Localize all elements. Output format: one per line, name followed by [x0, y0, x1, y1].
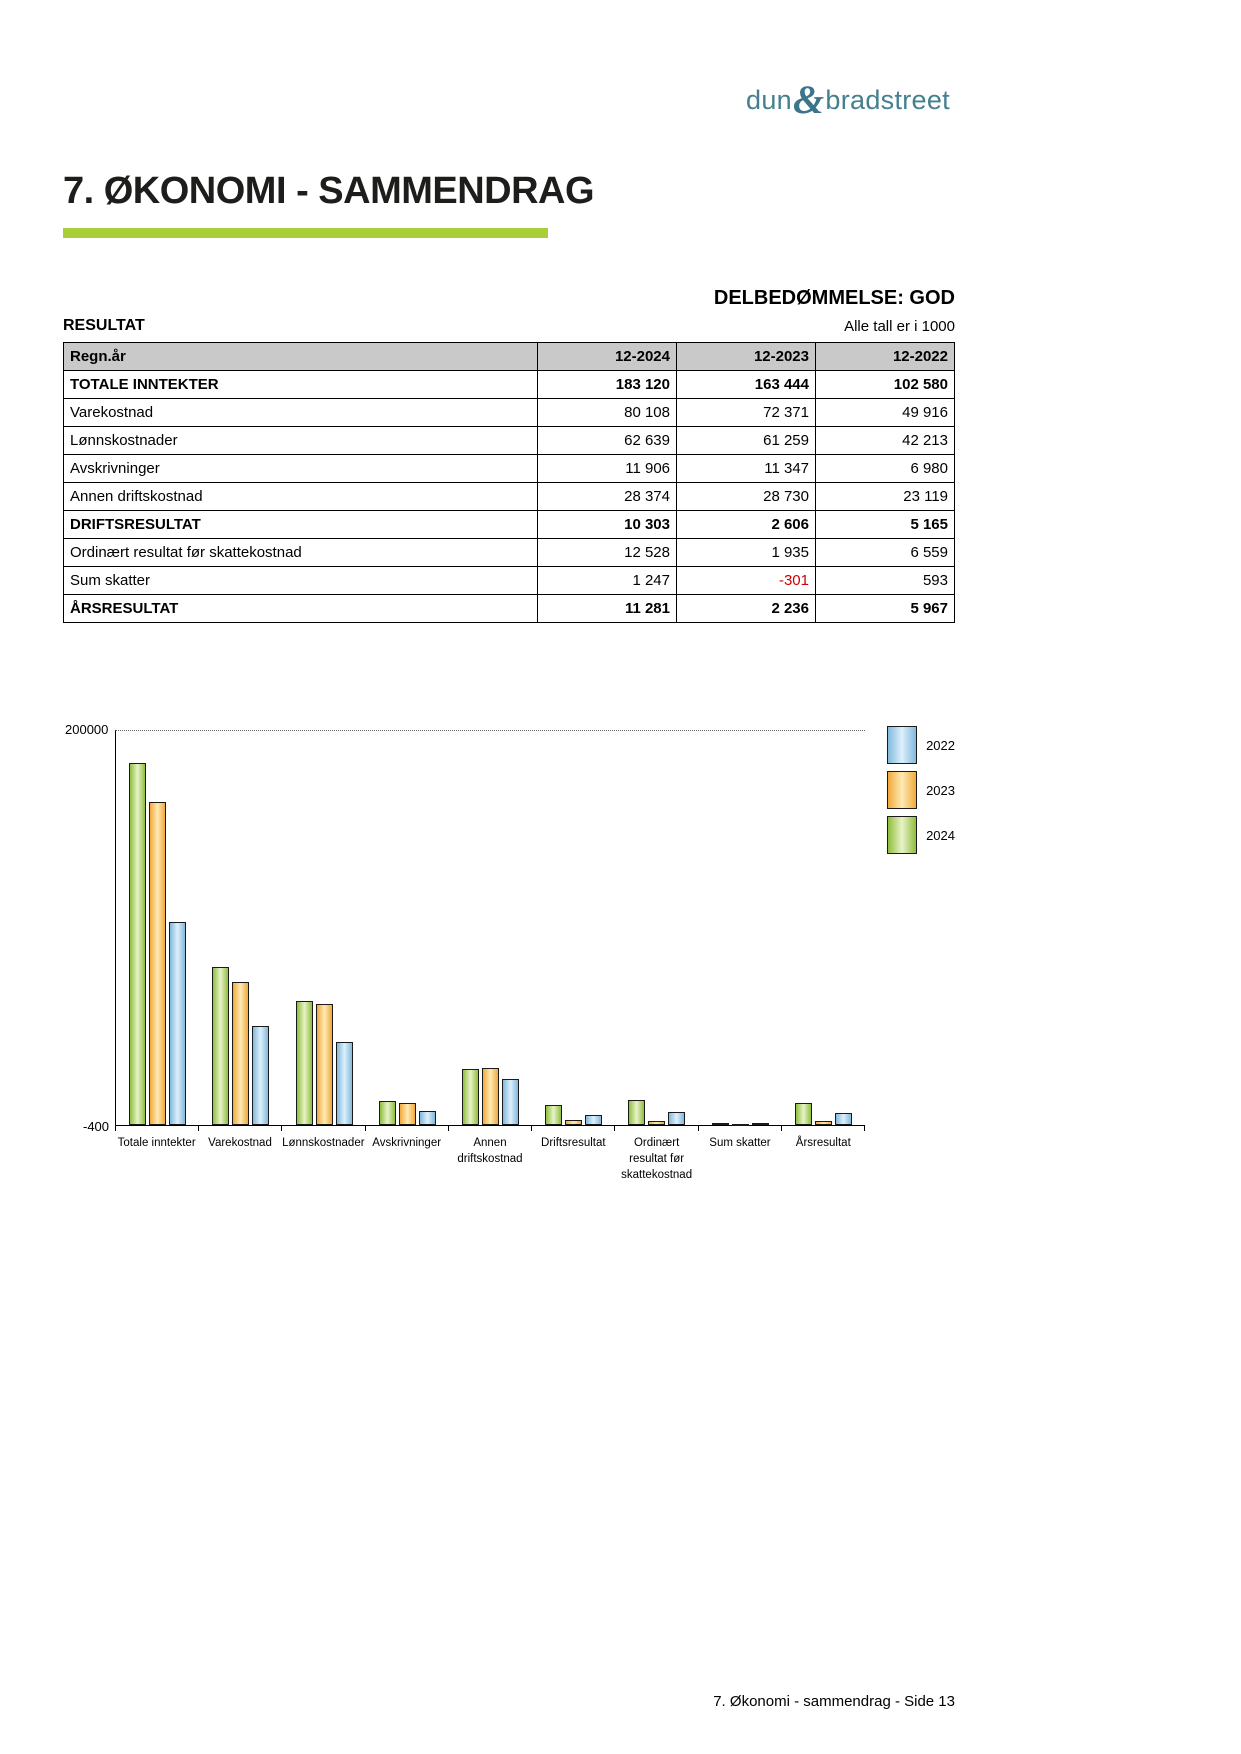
cell-value: 5 967 [816, 595, 955, 623]
cell-value: 183 120 [538, 371, 677, 399]
cell-value: 28 374 [538, 483, 677, 511]
row-label: Lønnskostnader [64, 427, 538, 455]
y-axis-min-label: -400 [83, 1119, 110, 1134]
cell-value: 1 247 [538, 567, 677, 595]
cell-value: 11 281 [538, 595, 677, 623]
column-header: 12-2023 [677, 343, 816, 371]
bar-2024 [379, 1101, 396, 1125]
logo-part1: dun [746, 85, 792, 115]
axis-tick [198, 1126, 281, 1131]
title-underline [63, 228, 548, 238]
bar-group [366, 731, 449, 1125]
row-label: Sum skatter [64, 567, 538, 595]
axis-tick [365, 1126, 448, 1131]
category-label: Ordinært resultat før skattekostnad [621, 1137, 693, 1182]
legend-label: 2022 [926, 737, 955, 753]
column-header: 12-2022 [816, 343, 955, 371]
cell-value: 6 980 [816, 455, 955, 483]
table-row [64, 427, 955, 455]
row-label: ÅRSRESULTAT [64, 595, 538, 623]
axis-tick [698, 1126, 781, 1131]
category-label: Avskrivninger [372, 1137, 442, 1149]
category-label: Sum skatter [709, 1137, 771, 1149]
cell-value: 6 559 [816, 539, 955, 567]
axis-tick [531, 1126, 614, 1131]
legend-label: 2023 [926, 782, 955, 798]
bar-2023 [815, 1121, 832, 1125]
result-chart [63, 722, 955, 1202]
table-title: RESULTAT [63, 317, 145, 334]
cell-value: 10 303 [538, 511, 677, 539]
bar-2024 [296, 1001, 313, 1125]
bar-group [449, 731, 532, 1125]
row-label: Annen driftskostnad [64, 483, 538, 511]
cell-value: 163 444 [677, 371, 816, 399]
axis-tick [614, 1126, 697, 1131]
legend-swatch [887, 816, 917, 854]
bar-2022 [169, 922, 186, 1125]
cell-value: 61 259 [677, 427, 816, 455]
category-label: Årsresultat [795, 1137, 851, 1149]
axis-tick [448, 1126, 531, 1131]
bar-2022 [252, 1026, 269, 1125]
cell-value: 593 [816, 567, 955, 595]
cell-value: 23 119 [816, 483, 955, 511]
bar-2024 [795, 1103, 812, 1125]
bar-2024 [628, 1100, 645, 1125]
cell-value: 11 906 [538, 455, 677, 483]
page-title: 7. ØKONOMI - SAMMENDRAG [63, 170, 595, 212]
table-row [64, 511, 955, 539]
bar-group [782, 731, 865, 1125]
bar-group [532, 731, 615, 1125]
column-header: Regn.år [64, 343, 538, 371]
bar-2024 [462, 1069, 479, 1125]
bar-2023 [316, 1004, 333, 1125]
table-note: Alle tall er i 1000 [844, 318, 955, 335]
bar-group [282, 731, 365, 1125]
row-label: TOTALE INNTEKTER [64, 371, 538, 399]
bar-2022 [668, 1112, 685, 1125]
row-label: Ordinært resultat før skattekostnad [64, 539, 538, 567]
legend-item-2024 [887, 816, 955, 854]
chart-ticks [115, 1126, 865, 1131]
bar-group [199, 731, 282, 1125]
table-row [64, 567, 955, 595]
category-label: Lønnskostnader [282, 1137, 365, 1149]
table-header-row [64, 343, 955, 371]
category-label: Annen driftskostnad [457, 1137, 523, 1166]
bar-group [699, 731, 782, 1125]
table-row [64, 371, 955, 399]
bar-2022 [419, 1111, 436, 1125]
axis-tick [115, 1126, 198, 1131]
logo-part2: bradstreet [825, 85, 950, 115]
legend-item-2023 [887, 771, 955, 809]
bar-2022 [585, 1115, 602, 1125]
chart-plot [115, 730, 865, 1126]
bar-2023 [399, 1103, 416, 1125]
bar-group [615, 731, 698, 1125]
bar-2022 [835, 1113, 852, 1125]
assessment-text: DELBEDØMMELSE: GOD [713, 287, 955, 309]
cell-value: -301 [677, 567, 816, 595]
bar-2022 [336, 1042, 353, 1125]
chart-legend [887, 726, 955, 861]
cell-value: 42 213 [816, 427, 955, 455]
legend-swatch [887, 771, 917, 809]
page-footer: 7. Økonomi - sammendrag - Side 13 [713, 1693, 955, 1710]
table-row [64, 455, 955, 483]
bar-2024 [545, 1105, 562, 1125]
legend-swatch [887, 726, 917, 764]
bar-2023 [232, 982, 249, 1125]
row-label: Avskrivninger [64, 455, 538, 483]
bar-2024 [212, 967, 229, 1125]
table-meta [63, 317, 955, 335]
cell-value: 72 371 [677, 399, 816, 427]
axis-tick [781, 1126, 864, 1131]
cell-value: 62 639 [538, 427, 677, 455]
bar-2023 [565, 1120, 582, 1125]
dun-bradstreet-logo [746, 76, 950, 123]
cell-value: 5 165 [816, 511, 955, 539]
category-label: Totale inntekter [117, 1137, 196, 1149]
cell-value: 2 236 [677, 595, 816, 623]
cell-value: 49 916 [816, 399, 955, 427]
category-label: Varekostnad [208, 1137, 272, 1149]
result-table [63, 342, 955, 623]
y-axis-max-label: 200000 [65, 722, 109, 737]
table-row [64, 539, 955, 567]
axis-tick [281, 1126, 364, 1131]
cell-value: 1 935 [677, 539, 816, 567]
bar-2024 [129, 763, 146, 1125]
bar-group [116, 731, 199, 1125]
category-label: Driftsresultat [541, 1137, 606, 1149]
row-label: DRIFTSRESULTAT [64, 511, 538, 539]
table-row [64, 595, 955, 623]
bar-2024 [712, 1123, 729, 1125]
cell-value: 80 108 [538, 399, 677, 427]
cell-value: 2 606 [677, 511, 816, 539]
bar-2022 [752, 1123, 769, 1125]
bar-2022 [502, 1079, 519, 1125]
column-header: 12-2024 [538, 343, 677, 371]
legend-label: 2024 [926, 827, 955, 843]
row-label: Varekostnad [64, 399, 538, 427]
cell-value: 102 580 [816, 371, 955, 399]
ampersand-icon: & [793, 77, 825, 122]
bar-2023 [648, 1121, 665, 1125]
table-row [64, 483, 955, 511]
cell-value: 12 528 [538, 539, 677, 567]
cell-value: 11 347 [677, 455, 816, 483]
bar-2023 [482, 1068, 499, 1125]
legend-item-2022 [887, 726, 955, 764]
chart-category-labels [115, 1135, 865, 1183]
cell-value: 28 730 [677, 483, 816, 511]
table-row [64, 399, 955, 427]
bar-2023 [149, 802, 166, 1125]
